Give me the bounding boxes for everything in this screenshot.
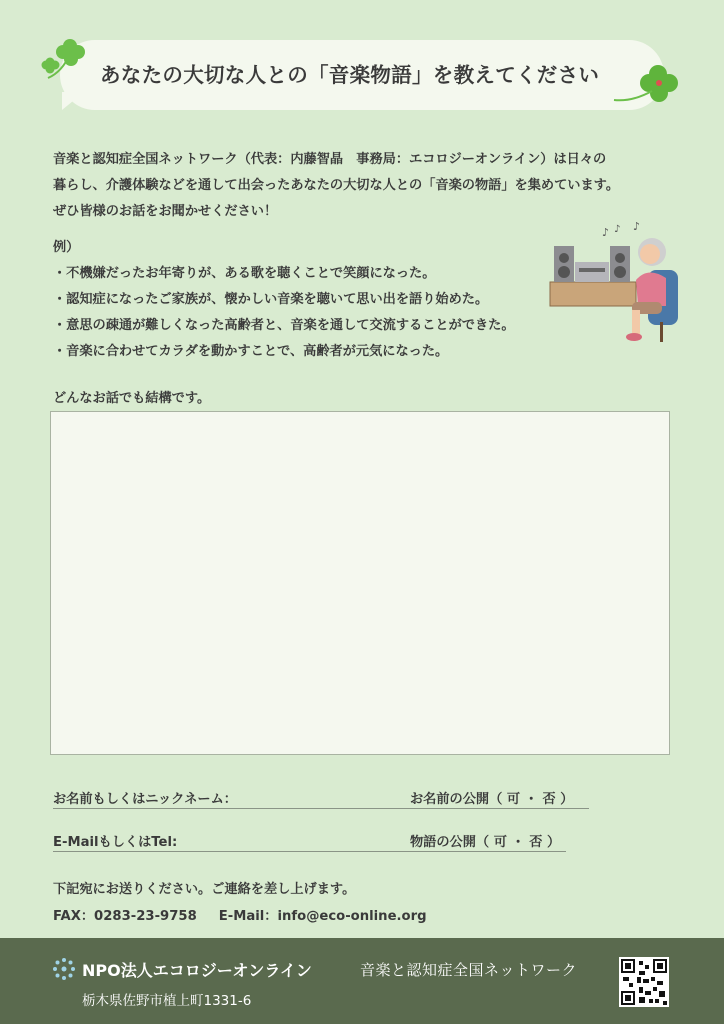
svg-text:♪: ♪	[602, 226, 610, 239]
elderly-woman-music-illustration	[548, 222, 683, 347]
svg-text:♪: ♪	[633, 222, 641, 233]
intro-line: 音楽と認知症全国ネットワーク（代表：内藤智晶 事務局：エコロジーオンライン）は日々の	[53, 152, 607, 167]
fax-number: FAX：0283-23-9758	[53, 909, 197, 924]
intro-line: ぜひ皆様のお話をお聞かせください！	[53, 204, 278, 219]
example-item: ・意思の疎通が難しくなった高齢者と、音楽を通して交流することができた。	[53, 318, 515, 333]
footer	[0, 938, 724, 1024]
example-item: ・音楽に合わせてカラダを動かすことで、高齢者が元気になった。	[53, 344, 449, 359]
example-item: ・不機嫌だったお年寄りが、ある歌を聴くことで笑顔になった。	[53, 266, 436, 281]
page-title: あなたの大切な人との「音楽物語」を教えてください	[100, 63, 600, 87]
examples-label: 例）	[53, 240, 80, 255]
send-instruction: 下記宛にお送りください。ご連絡を差し上げます。	[53, 882, 356, 897]
clover-right-icon	[612, 58, 688, 110]
name-public-choice: お名前の公開（ 可 ・ 否 ）	[410, 792, 574, 807]
qr-code-icon	[619, 957, 669, 1007]
network-name: 音楽と認知症全国ネットワーク	[360, 961, 578, 979]
any-story-note: どんなお話でも結構です。	[53, 391, 211, 406]
name-label: お名前もしくはニックネーム：	[53, 792, 237, 807]
intro-text	[53, 147, 693, 225]
examples-list	[53, 235, 573, 365]
email-address: E-Mail：info@eco-online.org	[218, 909, 427, 924]
title-bubble-tail	[62, 92, 84, 110]
org-name: NPO法人エコロジーオンライン	[82, 961, 312, 980]
intro-line: 暮らし、介護体験などを通して出会ったあなたの大切な人との「音楽の物語」を集めています。	[53, 178, 620, 193]
svg-text:♪: ♪	[614, 224, 621, 235]
contact-info	[53, 905, 427, 924]
example-item: ・認知症になったご家族が、懐かしい音楽を聴いて思い出を語り始めた。	[53, 292, 489, 307]
story-input-area[interactable]	[50, 411, 670, 755]
org-address: 栃木県佐野市植上町1331-6	[82, 993, 252, 1009]
contact-underline[interactable]	[53, 851, 566, 852]
org-logo-icon	[52, 957, 76, 981]
name-underline[interactable]	[53, 808, 589, 809]
story-public-choice: 物語の公開（ 可 ・ 否 ）	[410, 835, 561, 850]
clover-left-icon	[40, 32, 100, 84]
contact-label: E-MailもしくはTel:	[53, 835, 178, 850]
